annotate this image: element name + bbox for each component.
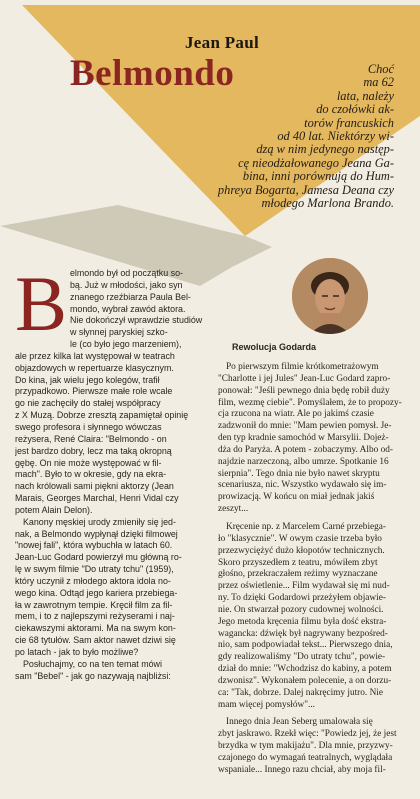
text-line: wagancka: dźwięk był nagrywany bezpośred-: [218, 628, 388, 639]
text-line: Jean-Luc Godard powierzył mu główną ro-: [15, 552, 182, 563]
text-line: który uczynił z młodego aktora idola no-: [15, 575, 171, 586]
text-line: cja rzucona na wiatr. Ale po jakimś czasie: [218, 409, 374, 420]
lead-line: ma 62: [363, 75, 394, 90]
text-line: prowizacją. W końcu on miał jednak jakiś: [218, 492, 375, 503]
drop-cap: B: [15, 260, 68, 347]
text-line: sierpnia". Tego dnia nie było nawet skryptu: [218, 468, 380, 479]
text-line: gdy realizowaliśmy "Do utraty tchu", powie-: [218, 652, 386, 663]
text-line: Marais, Georges Marchal, Henri Vidal czy: [15, 493, 179, 504]
text-line: cie 68 tytułów. Sam aktor nawet dziwi się: [15, 635, 176, 646]
text-line: Kanony męskiej urody zmieniły się jed-: [23, 516, 176, 527]
portrait-illustration: [292, 258, 368, 334]
text-line: Nie dokończył wprawdzie studiów: [70, 315, 203, 326]
text-line: nak, a Belmondo wypłynął dzięki filmowej: [15, 528, 178, 539]
text-line: zeszyt...: [218, 504, 249, 515]
text-line: objazdowych w repertuarze klasycznym.: [15, 362, 174, 373]
text-line: wspaniale... Innego razu chciał, aby moja fil-: [218, 764, 386, 775]
text-line: ny. To dzięki Godardowi przeżyłem objawie-: [218, 593, 386, 604]
left-column: [15, 268, 210, 683]
lead-line: lata, należy: [336, 88, 394, 103]
text-line: sam "Bebel" - jak go nazywają najbliżsi:: [15, 670, 171, 681]
text-line: nio, sam podpowiadał tekst... Pierwszego dnia,: [218, 640, 393, 651]
lead-paragraph: [14, 63, 394, 210]
text-line: reżysera, René Claira: "Belmondo - on: [15, 433, 167, 444]
text-line: "Charlotte i jej Jules" Jean-Luc Godard zapro-: [218, 373, 391, 384]
text-line: dział do mnie: "Wchodzisz do kabiny, a potem: [218, 664, 392, 675]
text-line: Jego metoda kręcenia filmu była dość ekstra-: [218, 616, 387, 627]
text-line: przez oświetlenie... Film wydawał się mi nud-: [218, 581, 390, 592]
text-line: nie. On stwarzał pozory cudownej wolności.: [218, 604, 384, 615]
text-line: mach". Było to w okresie, gdy na ekra-: [15, 469, 167, 480]
text-line: zbyt jaskrawo. Rzekł więc: "Powiedz jej, że jest: [218, 729, 397, 740]
text-line: z X Muzą. Dobrze zresztą zapamiętał opinię: [15, 410, 189, 421]
text-line: Do kina, jak wielu jego kolegów, trafił: [15, 374, 160, 385]
text-line: Kręcenie np. z Marcelem Carné przebiega-: [226, 521, 387, 532]
text-line: den typ kradnie samochód w Marsylii. Dojeż-: [218, 433, 389, 444]
lead-line: cę nieodżałowanego Jeana Ga-: [238, 155, 394, 170]
text-line: scenariusza, nic. Wszystko wydawało się im-: [218, 480, 387, 491]
article-title: Belmondo: [70, 53, 235, 94]
lead-line: młodego Marlona Brando.: [261, 196, 394, 211]
text-line: w słynnej paryskiej szko-: [70, 327, 168, 338]
text-line: nach królowali sami piękni aktorzy (Jean: [15, 481, 174, 492]
text-line: jest bardzo dobry, lecz ma taką okropną: [15, 445, 172, 456]
lead-line: phreya Bogarta, Jamesa Deana czy: [217, 182, 394, 197]
text-line: mem, i to z najlepszymi reżyserami i naj-: [15, 611, 175, 622]
text-line: ponował: "Jeśli pewnego dnia będę robił duży: [218, 385, 390, 396]
text-line: go nie zachęciły do stałej współpracy: [15, 398, 161, 409]
text-line: Skoro przyszedłem z teatru, mówiłem zbyt: [218, 557, 378, 568]
text-line: przezwyciężyć dużo kłopotów technicznych.: [218, 545, 385, 556]
text-line: mam więcej pomysłów"...: [218, 699, 316, 710]
text-line: po latach - jak to było możliwe?: [15, 647, 139, 657]
text-line: przypadkowo. Pierwsze małe role wcale: [15, 386, 173, 397]
text-line: zadzwonił do mnie: "Mam pewien pomysł. Je-: [218, 421, 392, 432]
text-line: brzydka w tym makijażu". Dla mnie, przyzwy-: [218, 741, 393, 752]
text-line: Po pierwszym filmie krótkometrażowym: [226, 362, 379, 372]
text-line: ło "klasycznie". W owym czasie trzeba było: [218, 533, 382, 544]
photo-caption: Rewolucja Godarda: [232, 342, 317, 352]
portrait-photo: [292, 258, 368, 334]
text-line: potem Alain Delon).: [15, 504, 93, 515]
text-line: ciekawszymi aktorami. Ma na swym kon-: [15, 623, 176, 634]
first-name: Jean Paul: [185, 33, 260, 52]
text-line: dzwonisz". Wykonałem polecenie, a on dorzu-: [218, 675, 392, 686]
text-line: znanego rzeźbiarza Paula Bel-: [70, 291, 191, 302]
text-line: le (co było jego marzeniem),: [70, 339, 182, 350]
text-line: elmondo był od początku so-: [70, 268, 183, 278]
text-line: Innego dnia Jean Seberg umalowała się: [226, 717, 373, 728]
text-line: film, wezmę ciebie". Pomyślałem, że to propozy-: [218, 397, 402, 408]
text-line: ła w zawrotnym tempie. Kręcił film za fil-: [15, 599, 173, 610]
text-line: gębę. On nie może występować w fil-: [15, 457, 162, 468]
lead-line: Choć: [367, 62, 394, 76]
text-line: swego profesora i słynnego wówczas: [15, 421, 162, 432]
text-line: bą. Już w młodości, jako syn: [70, 279, 183, 290]
text-line: wego kina. Odtąd jego kariera przebiega-: [15, 587, 178, 598]
text-line: ale przez kilka lat występował w teatrach: [15, 350, 175, 361]
text-line: "nowej fali", która wybuchła w latach 60.: [15, 540, 173, 551]
text-line: lę w swym filmie "Do utraty tchu" (1959),: [15, 564, 174, 575]
text-line: głośno, przekraczałem reżimy wyznaczane: [218, 569, 378, 580]
text-line: dża do Paryża. A potem - zobaczymy. Albo od-: [218, 444, 393, 455]
text-line: czajonego do wymagań teatralnych, wyglądała: [218, 753, 393, 763]
text-line: ca: "Tak, dobrze. Dalej nakręcimy jutro. Nie: [218, 687, 383, 698]
text-line: najdzie narzeczoną, albo umrze. Spotkanie 16: [218, 456, 389, 467]
lead-line: bina, inni porównują do Hum-: [242, 169, 394, 184]
lead-line: od 40 lat. Niektórzy wi-: [277, 129, 394, 144]
lead-line: torów francuskich: [304, 115, 394, 130]
text-line: mondo, wybrał zawód aktora.: [70, 303, 186, 314]
lead-line: do czołówki ak-: [316, 102, 394, 117]
lead-line: dzą w nim jedynego następ-: [256, 142, 394, 157]
right-column: [218, 362, 409, 777]
text-line: Posłuchajmy, co na ten temat mówi: [23, 658, 162, 669]
